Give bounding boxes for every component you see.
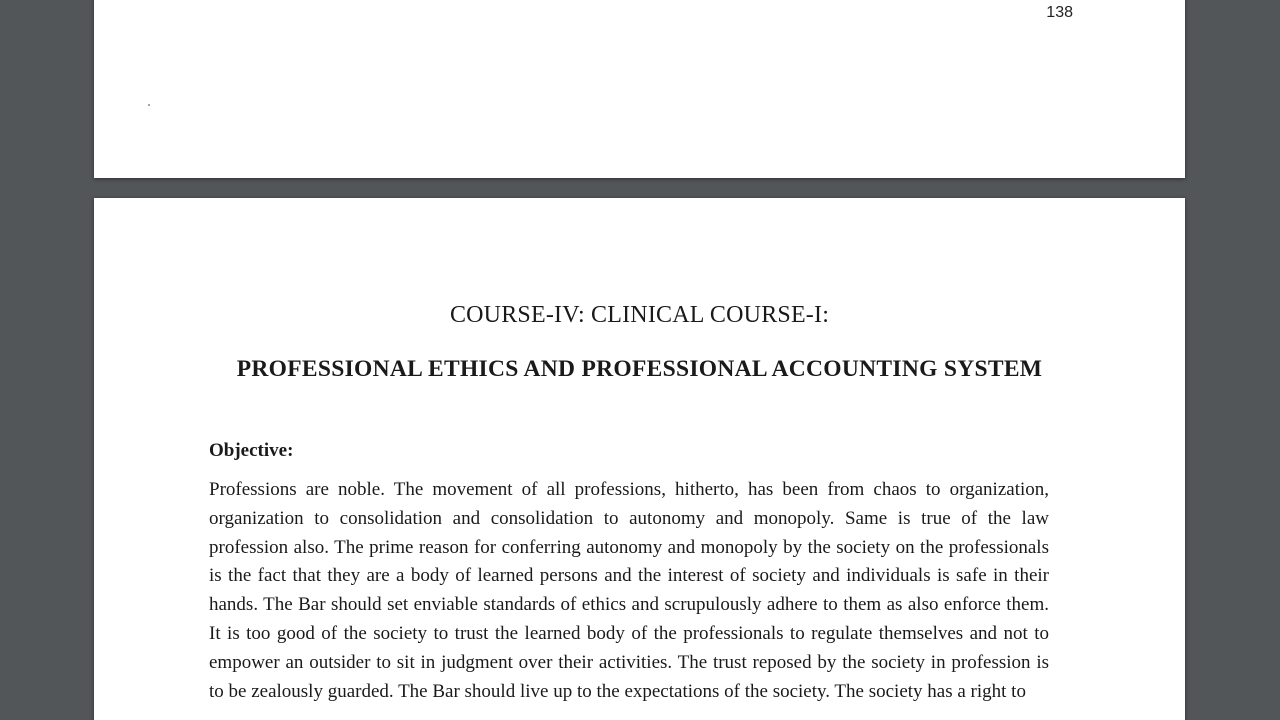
document-title: PROFESSIONAL ETHICS AND PROFESSIONAL ACCOUNTING SYSTEM <box>236 356 1043 382</box>
course-heading: COURSE-IV: CLINICAL COURSE-I: <box>449 302 830 328</box>
page-number: 138 <box>1046 4 1073 21</box>
objective-heading: Objective: <box>209 440 294 461</box>
previous-page <box>94 0 1185 178</box>
current-page <box>94 198 1185 720</box>
objective-paragraph: Professions are noble. The movement of all professions, hitherto, has been from chaos to organization, organization to consolidation and consolidation to autonomy and monopoly. Same is true of the law profession also. The prime reason for conferring autonomy and monopoly by the society on the professionals is the fact that they are a body of learned persons and the interest of society and individuals is safe in their hands. The Bar should set enviable standards of ethics and scrupulously adhere to them as also enforce them. It is too good of the society to trust the learned body of the professionals to regulate themselves and not to empower an outsider to sit in judgment over their activities. The trust reposed by the society in profession is to be zealously guarded. The Bar should live up to the expectations of the society. The society has a right to <box>209 479 1049 702</box>
scan-speck <box>148 104 150 106</box>
